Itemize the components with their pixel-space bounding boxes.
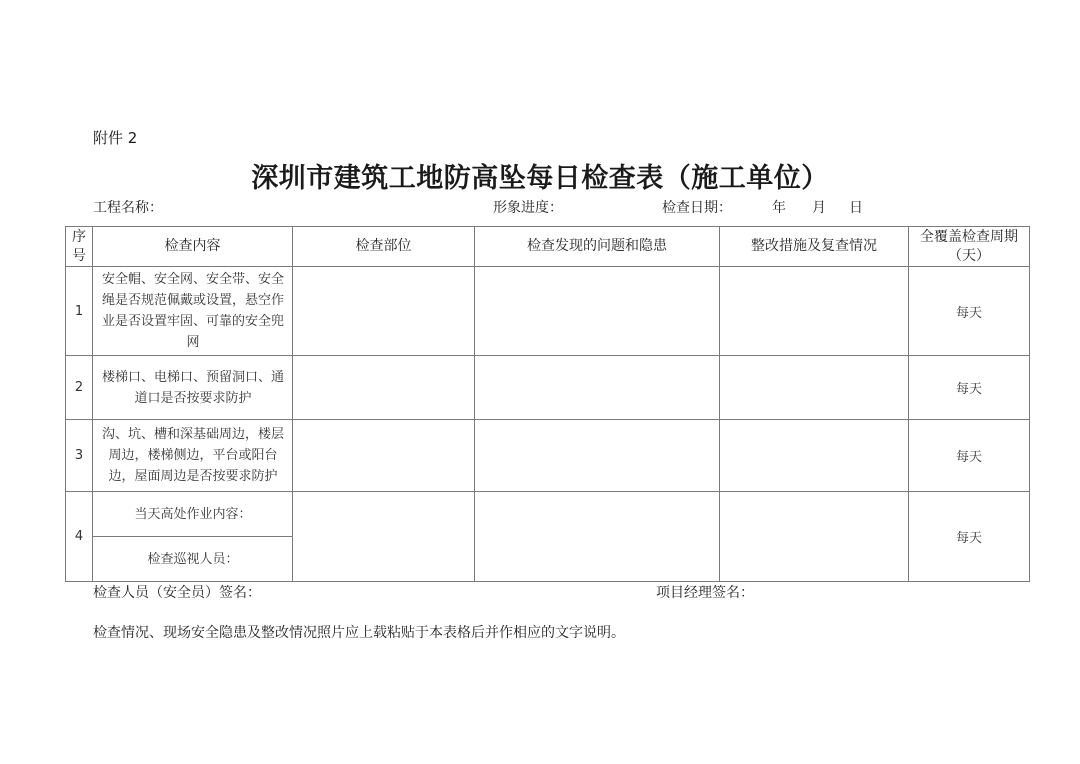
issues-cell[interactable] (475, 492, 720, 582)
header-cycle: 全覆盖检查周期（天） (909, 227, 1030, 267)
header-no: 序号 (66, 227, 93, 267)
rectification-cell[interactable] (720, 492, 909, 582)
year-label: 年 (772, 200, 786, 216)
attachment-label: 附件 2 (93, 129, 138, 147)
rectification-cell[interactable] (720, 356, 909, 420)
check-cycle: 每天 (909, 356, 1030, 420)
work-content-field[interactable]: 当天高处作业内容： (93, 492, 293, 537)
row-number: 4 (66, 492, 93, 582)
inspection-date-label: 检查日期： (662, 200, 732, 216)
check-cycle: 每天 (909, 420, 1030, 492)
table-row (66, 492, 1030, 537)
check-cycle: 每天 (909, 267, 1030, 356)
check-part-cell[interactable] (293, 420, 475, 492)
row-number: 3 (66, 420, 93, 492)
inspection-table (65, 226, 1030, 582)
project-name-label: 工程名称： (93, 200, 163, 216)
month-label: 月 (812, 200, 826, 216)
day-label: 日 (849, 200, 863, 216)
check-content: 安全帽、安全网、安全带、安全绳是否规范佩戴或设置，悬空作业是否设置牢固、可靠的安全兜网 (93, 267, 293, 356)
check-part-cell[interactable] (293, 492, 475, 582)
issues-cell[interactable] (475, 267, 720, 356)
header-issues: 检查发现的问题和隐患 (475, 227, 720, 267)
check-content: 楼梯口、电梯口、预留洞口、通道口是否按要求防护 (93, 356, 293, 420)
progress-label: 形象进度： (493, 200, 563, 216)
check-cycle: 每天 (909, 492, 1030, 582)
table-row (66, 356, 1030, 420)
row-number: 2 (66, 356, 93, 420)
issues-cell[interactable] (475, 356, 720, 420)
table-header-row (66, 227, 1030, 267)
table-row (66, 420, 1030, 492)
header-part: 检查部位 (293, 227, 475, 267)
page-title: 深圳市建筑工地防高坠每日检查表（施工单位） (251, 163, 829, 194)
row-number: 1 (66, 267, 93, 356)
check-part-cell[interactable] (293, 356, 475, 420)
check-part-cell[interactable] (293, 267, 475, 356)
footer-note: 检查情况、现场安全隐患及整改情况照片应上载粘贴于本表格后并作相应的文字说明。 (93, 625, 625, 641)
check-content: 沟、坑、槽和深基础周边，楼层周边，楼梯侧边，平台或阳台边，屋面周边是否按要求防护 (93, 420, 293, 492)
patrol-inspector-field[interactable]: 检查巡视人员： (93, 537, 293, 582)
issues-cell[interactable] (475, 420, 720, 492)
inspector-signature-label: 检查人员（安全员）签名： (93, 585, 261, 601)
rectification-cell[interactable] (720, 420, 909, 492)
rectification-cell[interactable] (720, 267, 909, 356)
header-content: 检查内容 (93, 227, 293, 267)
manager-signature-label: 项目经理签名： (656, 585, 754, 601)
table-row (66, 267, 1030, 356)
header-rectification: 整改措施及复查情况 (720, 227, 909, 267)
